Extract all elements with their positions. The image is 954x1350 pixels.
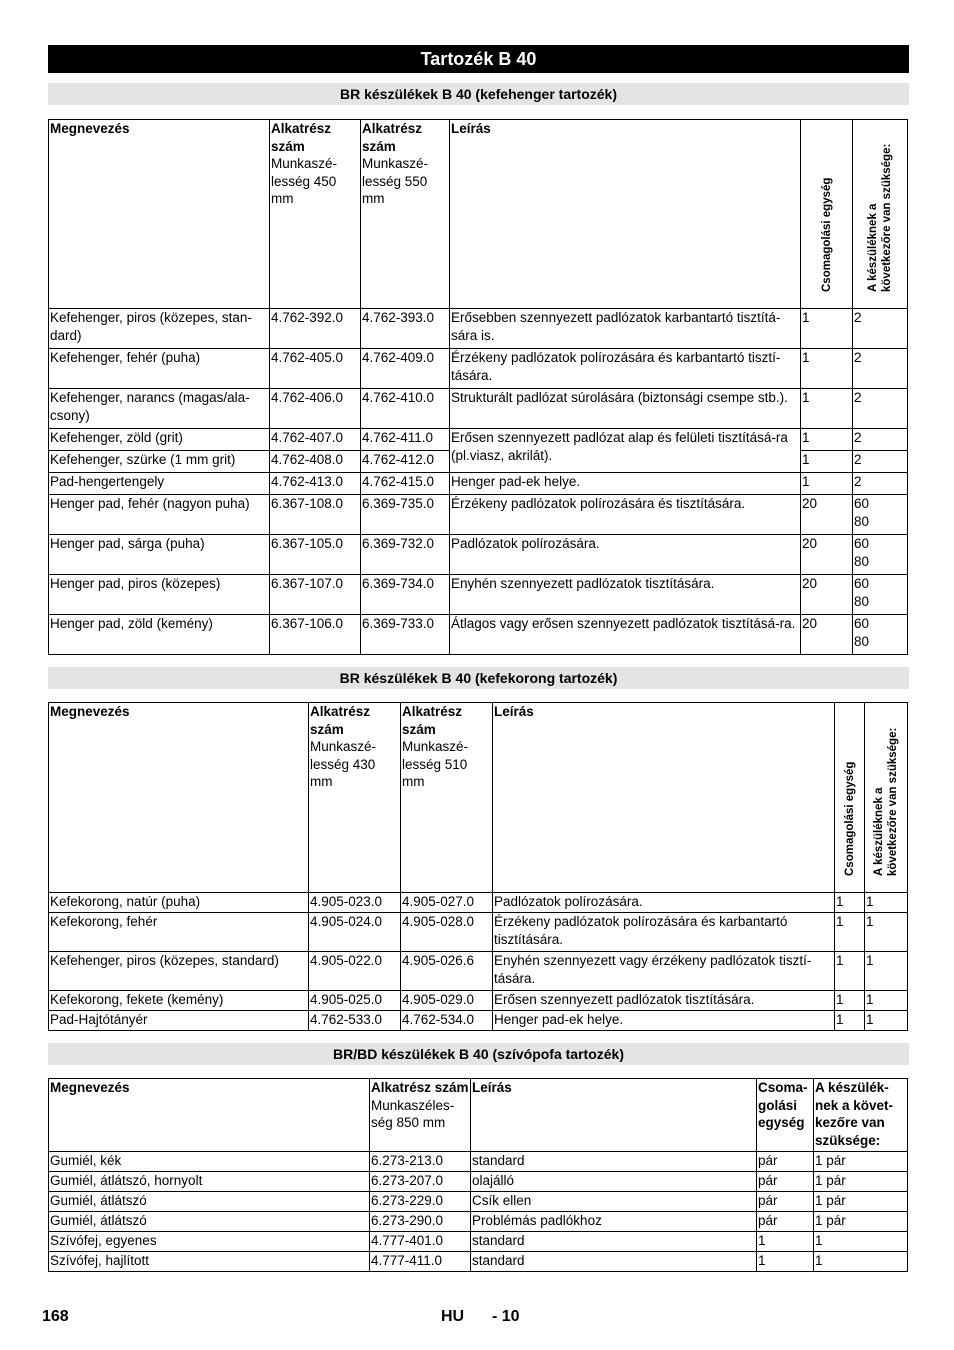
table-row: Szívófej, egyenes 4.777-401.0 standard 1 1 — [49, 1232, 908, 1252]
header-packaging-unit: Csomagolási egység — [835, 703, 865, 893]
table-row: Gumiél, átlátszó 6.273-229.0 Csík ellen pár 1 pár — [49, 1192, 908, 1212]
table-row: Henger pad, zöld (kemény) 6.367-106.0 6.369-733.0 Átlagos vagy erősen szennyezett padlózatok tisztításá-ra. 20 60 80 — [49, 615, 908, 655]
header-description: Leírás — [450, 120, 801, 309]
page-title: Tartozék B 40 — [48, 45, 909, 73]
table-row: Kefekorong, fehér 4.905-024.0 4.905-028.0 Érzékeny padlózatok polírozására és karbantartó tisztítására. 1 1 — [49, 913, 908, 952]
header-part-number-2: Alkatrész szám Munkaszé-lesség 550 mm — [361, 120, 450, 309]
table-row: Henger pad, sárga (puha) 6.367-105.0 6.369-732.0 Padlózatok polírozására. 20 60 80 — [49, 535, 908, 575]
header-part-number-1: Alkatrész szám Munkaszé-lesség 450 mm — [270, 120, 361, 309]
section-title-brush-disc: BR készülékek B 40 (kefekorong tartozék) — [48, 667, 909, 689]
header-required-quantity: A készüléknek a következőre van szüksége: — [865, 703, 908, 893]
brush-disc-accessory-table — [48, 702, 908, 1031]
header-required-quantity: A készüléknek a következőre van szüksége: — [853, 120, 908, 309]
header-description: Leírás — [493, 703, 835, 893]
squeegee-accessory-table — [48, 1078, 908, 1272]
header-name: Megnevezés — [49, 1079, 370, 1152]
header-packaging-unit: Csomagolási egység — [801, 120, 853, 309]
table-row: Kefekorong, natúr (puha) 4.905-023.0 4.905-027.0 Padlózatok polírozására. 1 1 — [49, 893, 908, 913]
header-packaging-unit: Csoma-golási egység — [757, 1079, 814, 1152]
section-title-brush-roller: BR készülékek B 40 (kefehenger tartozék) — [48, 83, 909, 105]
table-row: Pad-Hajtótányér 4.762-533.0 4.762-534.0 Henger pad-ek helye. 1 1 — [49, 1011, 908, 1031]
table-row: Kefekorong, fekete (kemény) 4.905-025.0 4.905-029.0 Erősen szennyezett padlózatok tisztítására. 1 1 — [49, 991, 908, 1011]
table-row: Kefehenger, szürke (1 mm grit) 4.762-408.0 4.762-412.0 1 2 — [49, 451, 908, 473]
section-title-squeegee: BR/BD készülékek B 40 (szívópofa tartozék) — [48, 1043, 909, 1065]
table-row: Henger pad, fehér (nagyon puha) 6.367-108.0 6.369-735.0 Érzékeny padlózatok polírozására és tisztítására. 20 60 80 — [49, 495, 908, 535]
header-part-number-2: Alkatrész szám Munkaszé-lesség 510 mm — [401, 703, 493, 893]
sub-page-number: - 10 — [492, 1308, 520, 1325]
table-row: Henger pad, piros (közepes) 6.367-107.0 6.369-734.0 Enyhén szennyezett padlózatok tisztítására. 20 60 80 — [49, 575, 908, 615]
table-row: Kefehenger, narancs (magas/ala-csony) 4.762-406.0 4.762-410.0 Strukturált padlózat súrolására (biztonsági csempe stb.). 1 2 — [49, 389, 908, 429]
header-name: Megnevezés — [49, 703, 309, 893]
header-part-number: Alkatrész szám Munkaszéles-ség 850 mm — [370, 1079, 471, 1152]
table-row: Kefehenger, zöld (grit) 4.762-407.0 4.762-411.0 Erősen szennyezett padlózat alap és felületi tisztításá-ra (pl.viasz, akrilát). 1 2 — [49, 429, 908, 451]
table-row: Pad-hengertengely 4.762-413.0 4.762-415.0 Henger pad-ek helye. 1 2 — [49, 473, 908, 495]
table-row: Kefehenger, fehér (puha) 4.762-405.0 4.762-409.0 Érzékeny padlózatok polírozására és karbantartó tisztí-tására. 1 2 — [49, 349, 908, 389]
header-description: Leírás — [471, 1079, 757, 1152]
table-row: Kefehenger, piros (közepes, standard) 4.905-022.0 4.905-026.6 Enyhén szennyezett vagy érzékeny padlózatok tisztí-tására. 1 1 — [49, 952, 908, 991]
header-required-quantity: A készülék-nek a követ-kezőre van szüksége: — [814, 1079, 908, 1152]
table-row: Gumiél, átlátszó 6.273-290.0 Problémás padlókhoz pár 1 pár — [49, 1212, 908, 1232]
table-row: Szívófej, hajlított 4.777-411.0 standard 1 1 — [49, 1252, 908, 1272]
page-number: 168 — [42, 1308, 69, 1325]
table-row: Gumiél, átlátszó, hornyolt 6.273-207.0 olajálló pár 1 pár — [49, 1172, 908, 1192]
table-row: Kefehenger, piros (közepes, stan-dard) 4.762-392.0 4.762-393.0 Erősebben szennyezett padlózatok karbantartó tisztítá-sára is. 1 2 — [49, 309, 908, 349]
brush-roller-accessory-table — [48, 119, 908, 655]
language-code: HU — [441, 1308, 465, 1325]
table-row: Gumiél, kék 6.273-213.0 standard pár 1 pár — [49, 1152, 908, 1172]
header-name: Megnevezés — [49, 120, 270, 309]
header-part-number-1: Alkatrész szám Munkaszé-lesség 430 mm — [309, 703, 401, 893]
